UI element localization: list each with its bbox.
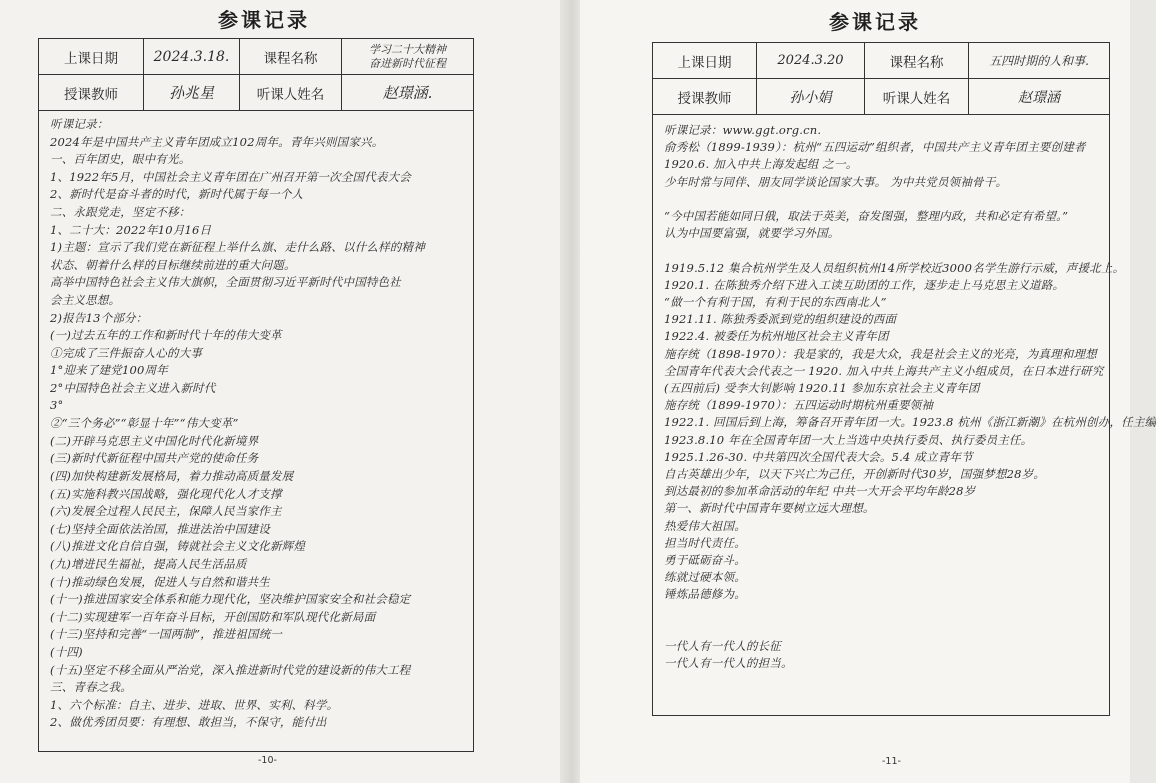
note-line: 1921.11. 陈独秀委派到党的组织建设的西面 xyxy=(664,312,897,327)
note-line: 听课记录： xyxy=(50,117,109,131)
note-line: 一代人有一代人的长征 xyxy=(664,639,781,653)
note-line: 1919.5.12 集合杭州学生及人员组织杭州14所学校近3000名学生游行示威，声援北上。 xyxy=(664,260,1125,275)
student-label-cell xyxy=(240,75,342,111)
page-title: 参课记录 xyxy=(218,8,310,32)
note-line: 自古英雄出少年，以天下兴亡为己任，开创新时代30岁，国强梦想28岁。 xyxy=(664,467,1046,481)
note-line: 1、二十大：2022年10月16日 xyxy=(50,222,212,237)
note-line: 1)主题：宣示了我们党在新征程上举什么旗、走什么路、以什么样的精神 xyxy=(50,240,425,255)
student-label: 听课人姓名 xyxy=(256,86,325,103)
student-value-cell xyxy=(969,79,1109,115)
teacher-label: 授课教师 xyxy=(64,86,118,103)
date-label-cell xyxy=(653,43,757,79)
note-line: 练就过硬本领。 xyxy=(664,570,746,585)
note-line: (二)开辟马克思主义中国化时代化新境界 xyxy=(50,433,259,448)
date-label: 上课日期 xyxy=(677,54,732,71)
note-line: ①完成了三件振奋人心的大事 xyxy=(50,345,203,360)
student-label-cell xyxy=(865,79,969,115)
note-line: (三)新时代新征程中国共产党的使命任务 xyxy=(50,451,259,466)
course-label-cell xyxy=(240,39,342,75)
page-number: -11- xyxy=(882,756,901,767)
header-table xyxy=(653,43,1109,115)
note-line: 会主义思想。 xyxy=(50,293,121,307)
teacher-value: 孙小娟 xyxy=(789,89,832,106)
note-line: “做一个有利于国，有利于民的东西南北人” xyxy=(664,295,887,309)
note-line: 2、新时代是奋斗者的时代，新时代属于每一个人 xyxy=(50,187,304,202)
note-line: 高举中国特色社会主义伟大旗帜，全面贯彻习近平新时代中国特色社 xyxy=(50,275,401,290)
course-value-cell xyxy=(342,39,473,75)
note-line: (十二)实现建军一百年奋斗目标，开创国防和军队现代化新局面 xyxy=(50,609,376,624)
date-label-cell xyxy=(39,39,144,75)
note-line: 2)报告13个部分： xyxy=(50,310,148,325)
course-value: 五四时期的人和事. xyxy=(989,54,1089,68)
note-line: 施存统（1898-1970）：我是家的，我是大众，我是社会主义的光亮，为真理和理想 xyxy=(664,346,1097,361)
note-line: 2024年是中国共产主义青年团成立102周年。青年兴则国家兴。 xyxy=(50,134,384,149)
student-value: 赵璟涵 xyxy=(1018,89,1060,106)
note-line: (十四) xyxy=(50,645,83,659)
teacher-label-cell xyxy=(39,75,144,111)
right-page xyxy=(580,0,1156,783)
course-label: 课程名称 xyxy=(263,50,318,67)
note-line: 1、六个标准：自主、进步、进取、世界、实利、科学。 xyxy=(50,697,339,712)
note-line: 状态、朝着什么样的目标继续前进的重大问题。 xyxy=(50,257,296,272)
date-value: 2024.3.20 xyxy=(777,53,844,68)
note-line: 担当时代责任。 xyxy=(664,535,746,550)
note-line: 2°中国特色社会主义进入新时代 xyxy=(50,381,216,395)
date-label: 上课日期 xyxy=(64,50,118,67)
note-line: 到达最初的参加革命活动的年纪 中共一大开会平均年龄28岁 xyxy=(664,484,976,499)
note-line: 锤炼品德修为。 xyxy=(664,587,746,602)
course-value-cell xyxy=(969,43,1109,79)
note-line: 三、青春之我。 xyxy=(50,680,132,695)
teacher-label: 授课教师 xyxy=(677,90,732,107)
course-value-line2: 奋进新时代征程 xyxy=(369,56,446,70)
note-line: 勇于砥砺奋斗。 xyxy=(664,553,746,567)
note-line: (四)加快构建新发展格局，着力推动高质量发展 xyxy=(50,469,294,483)
course-value-line1: 学习二十大精神 xyxy=(369,42,446,56)
header-table xyxy=(39,39,473,111)
teacher-value: 孙兆星 xyxy=(168,84,214,102)
student-value-cell xyxy=(342,75,473,111)
note-line: 听课记录：www.ggt.org.cn. xyxy=(664,123,822,137)
teacher-label-cell xyxy=(653,79,757,115)
course-label-cell xyxy=(865,43,969,79)
note-line: (十)推动绿色发展，促进人与自然和谐共生 xyxy=(50,574,270,589)
date-value-cell xyxy=(757,43,865,79)
note-line: (十三)坚持和完善“一国两制”，推进祖国统一 xyxy=(50,627,283,642)
note-line: 少年时常与同伴、朋友同学谈论国家大事。 为中共党员领袖骨干。 xyxy=(664,174,1008,189)
note-line: 第一、新时代中国青年要树立远大理想。 xyxy=(664,501,875,516)
note-line: (六)发展全过程人民民主，保障人民当家作主 xyxy=(50,504,282,519)
note-line: 1922.1. 回国后到上海，筹备召开青年团一大。1923.8 杭州《浙江新潮》在杭州创办，任主编 xyxy=(664,415,1156,430)
note-line: 热爱伟大祖国。 xyxy=(664,518,746,533)
page-number: -10- xyxy=(258,755,277,766)
note-line: 3° xyxy=(50,397,64,412)
note-line: 1920.6. 加入中共上海发起组 之一。 xyxy=(664,157,858,172)
note-line: (七)坚持全面依法治国，推进法治中国建设 xyxy=(50,521,270,536)
note-line: (九)增进民生福祉，提高人民生活品质 xyxy=(50,557,247,571)
note-line: 二、永跟党走，坚定不移： xyxy=(50,205,191,219)
note-line: 1°迎来了建党100周年 xyxy=(50,363,168,378)
note-line: 施存统（1899-1970）：五四运动时期杭州重要领袖 xyxy=(664,398,934,413)
note-line: 1925.1.26-30. 中共第四次全国代表大会。5.4 成立青年节 xyxy=(664,449,973,464)
page-title: 参课记录 xyxy=(829,10,921,34)
student-value: 赵璟涵. xyxy=(382,84,433,102)
note-line: (八)推进文化自信自强，铸就社会主义文化新辉煌 xyxy=(50,539,306,554)
teacher-value-cell xyxy=(144,75,240,111)
note-line: 1、1922年5月，中国社会主义青年团在广州召开第一次全国代表大会 xyxy=(50,169,411,184)
note-line: “今中国若能如同日俄，取法于英美，奋发图强，整理内政，共和必定有希望。” xyxy=(664,209,1069,223)
teacher-value-cell xyxy=(757,79,865,115)
note-line: 一、百年团史，眼中有光。 xyxy=(50,152,191,167)
note-line: 1920.1. 在陈独秀介绍下进入工读互助团的工作，逐步走上马克思主义道路。 xyxy=(664,277,1065,292)
note-line: 1922.4. 被委任为杭州地区社会主义青年团 xyxy=(664,329,889,344)
date-value: 2024.3.18. xyxy=(153,48,230,65)
note-line: (五)实施科教兴国战略，强化现代化人才支撑 xyxy=(50,486,282,501)
course-label: 课程名称 xyxy=(889,54,944,71)
note-line: 一代人有一代人的担当。 xyxy=(664,656,793,671)
note-line: 认为中国要富强，就要学习外国。 xyxy=(664,226,840,241)
note-line: 1923.8.10 年在全国青年团一大上当选中央执行委员、执行委员主任。 xyxy=(664,432,1033,447)
note-line: 俞秀松（1899-1939）：杭州“五四运动”组织者，中国共产主义青年团主要创建者 xyxy=(664,140,1086,155)
student-label: 听课人姓名 xyxy=(882,90,951,107)
note-line: (十五)坚定不移全面从严治党，深入推进新时代党的建设新的伟大工程 xyxy=(50,662,411,677)
note-line: 全国青年代表大会代表之一 1920. 加入中共上海共产主义小组成员，在日本进行研究 xyxy=(664,363,1104,378)
note-line: (一)过去五年的工作和新时代十年的伟大变革 xyxy=(50,328,282,343)
note-line: (十一)推进国家安全体系和能力现代化，坚决维护国家安全和社会稳定 xyxy=(50,592,411,607)
left-page xyxy=(0,0,566,783)
note-line: (五四前后) 受李大钊影响 1920.11 参加东京社会主义青年团 xyxy=(664,381,980,395)
note-line: ②“三个务必”“彰显十年”“伟大变革” xyxy=(50,416,239,431)
note-line: 2、做优秀团员要：有理想、敢担当，不保守，能付出 xyxy=(50,715,327,730)
date-value-cell xyxy=(144,39,240,75)
